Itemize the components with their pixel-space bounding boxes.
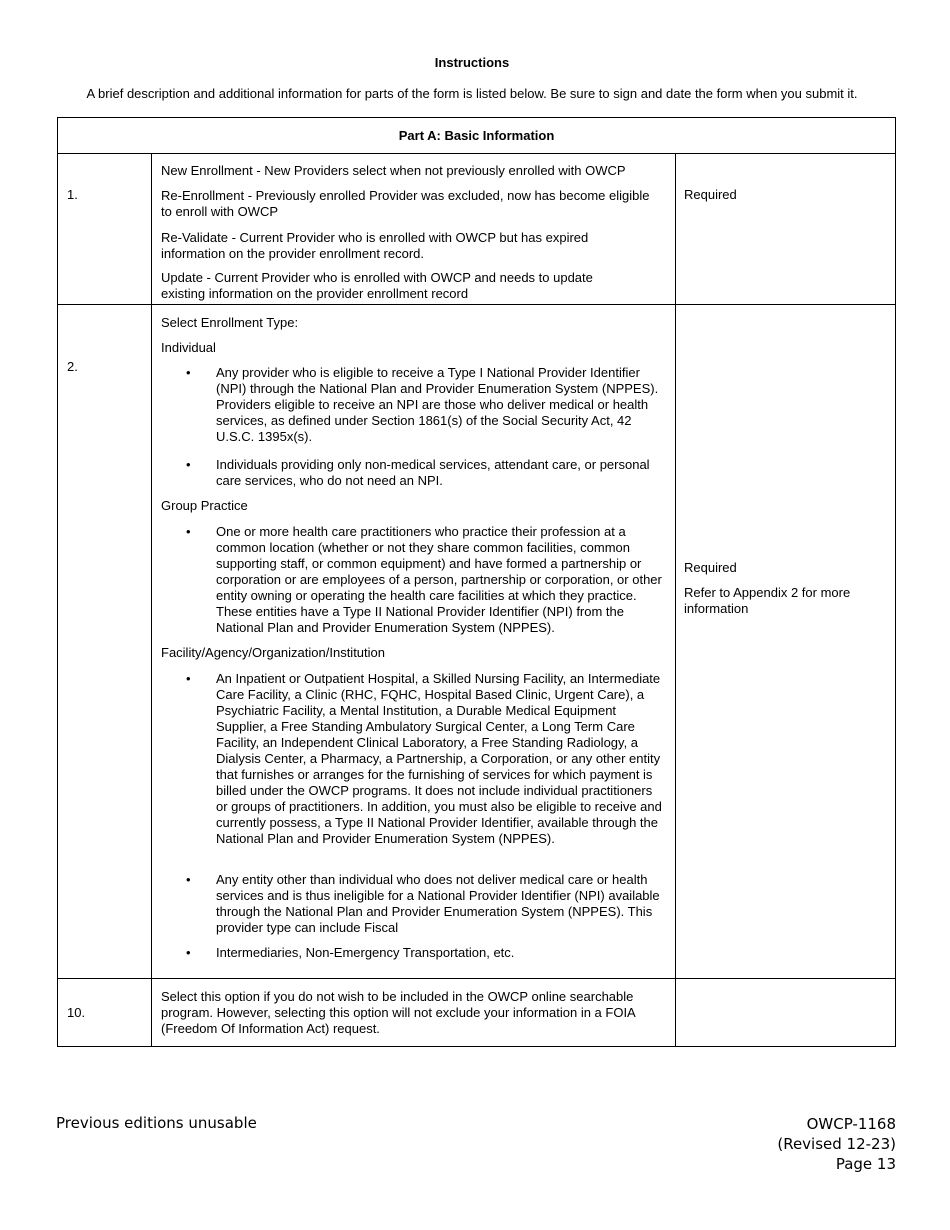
appendix-reference: Refer to Appendix 2 for more information — [684, 585, 851, 616]
table-row — [58, 979, 896, 1047]
part-a-header-row — [58, 118, 896, 154]
bullet-icon: • — [186, 945, 191, 960]
list-item: • Individuals providing only non-medical services, attendant care, or personal care services, who do not need an NPI. — [186, 457, 650, 488]
row-number: 10. — [67, 1005, 86, 1020]
part-a-heading: Part A: Basic Information — [58, 118, 896, 154]
bullet-icon: • — [186, 457, 191, 472]
table-row — [58, 154, 896, 305]
list-item: • An Inpatient or Outpatient Hospital, a Skilled Nursing Facility, an Intermediate Care Facility, a Clinic (RHC, FQHC, Hospital Based Clinic, Urgent Care), a Psychiatric Facility, a Mental Institution, a Durable Medical Equipment Supplier, a Free Standing Ambulatory Surgical Center, a Long Term Care Facility, an Independent Clinical Laboratory, a Free Standing Radiology, a Dialysis Center, a Pharmacy, a Partnership, a Corporation, or any other entity that furnishes or arranges for the furnishing of services for which payment is billed under the OWCP programs. It does not include individual practitioners or groups of practitioners. In addition, you must also be eligible to receive and currently possess, a Type II National Provider Identifier, available through the National Plan and Provider Enumeration System (NPPES). — [186, 671, 662, 846]
footer-form-info — [777, 1114, 896, 1174]
footer-note: Previous editions unusable — [56, 1114, 257, 1132]
section-label-individual: Individual — [161, 340, 216, 355]
revision-date: (Revised 12-23) — [777, 1135, 896, 1153]
list-item: New Enrollment - New Providers select when not previously enrolled with OWCP — [161, 163, 626, 178]
row-number: 2. — [67, 359, 78, 374]
section-label-facility: Facility/Agency/Organization/Institution — [161, 645, 385, 660]
list-item: • Any entity other than individual who does not deliver medical care or health services and is thus ineligible for a National Provider Identifier (NPI) available through the National Plan and Provider Enumeration System (NPPES). This provider type can include Fiscal — [186, 872, 660, 935]
bullet-icon: • — [186, 872, 191, 887]
requirement-note: Required — [684, 560, 737, 575]
intro-text: A brief description and additional information for parts of the form is listed below. Be sure to sign and date the form when you submit it. — [86, 86, 858, 101]
table-row — [58, 305, 896, 979]
page-title: Instructions — [434, 55, 510, 70]
instructions-table — [57, 117, 896, 1047]
list-item: Re-Enrollment - Previously enrolled Provider was excluded, now has become eligible to enroll with OWCP — [161, 188, 650, 219]
row-number: 1. — [67, 187, 78, 202]
page-number: Page 13 — [835, 1155, 896, 1173]
section-label-group: Group Practice — [161, 498, 248, 513]
bullet-icon: • — [186, 365, 191, 380]
row-description: Select this option if you do not wish to be included in the OWCP online searchable program. However, selecting this option will not exclude your information in a FOIA (Freedom Of Information Act) request. — [161, 989, 636, 1036]
form-number: OWCP-1168 — [806, 1115, 896, 1133]
list-item: Re-Validate - Current Provider who is enrolled with OWCP but has expired information on the provider enrollment record. — [161, 230, 589, 261]
list-item: • Any provider who is eligible to receive a Type I National Provider Identifier (NPI) through the National Plan and Provider Enumeration System (NPPES). Providers eligible to receive an NPI are those who deliver medical or health services, as defined under Section 1861(s) of the Social Security Act, 42 U.S.C. 1395x(s). — [186, 365, 659, 444]
bullet-icon: • — [186, 524, 191, 539]
list-item: • One or more health care practitioners who practice their profession at a common location (whether or not they share common facilities, common supporting staff, or common equipment) and have formed a partnership or corporation or are employees of a person, partnership or corporation, or other entity owning or operating the health care facilities at which they practice. These entities have a Type II National Provider Identifier (NPI) from the National Plan and Provider Enumeration System (NPPES). — [186, 524, 662, 635]
list-item: Update - Current Provider who is enrolled with OWCP and needs to update existing information on the provider enrollment record — [161, 270, 593, 301]
select-enrollment-label: Select Enrollment Type: — [161, 315, 299, 330]
list-item: • Intermediaries, Non-Emergency Transportation, etc. — [186, 945, 515, 960]
requirement-note: Required — [684, 187, 737, 202]
bullet-icon: • — [186, 671, 191, 686]
